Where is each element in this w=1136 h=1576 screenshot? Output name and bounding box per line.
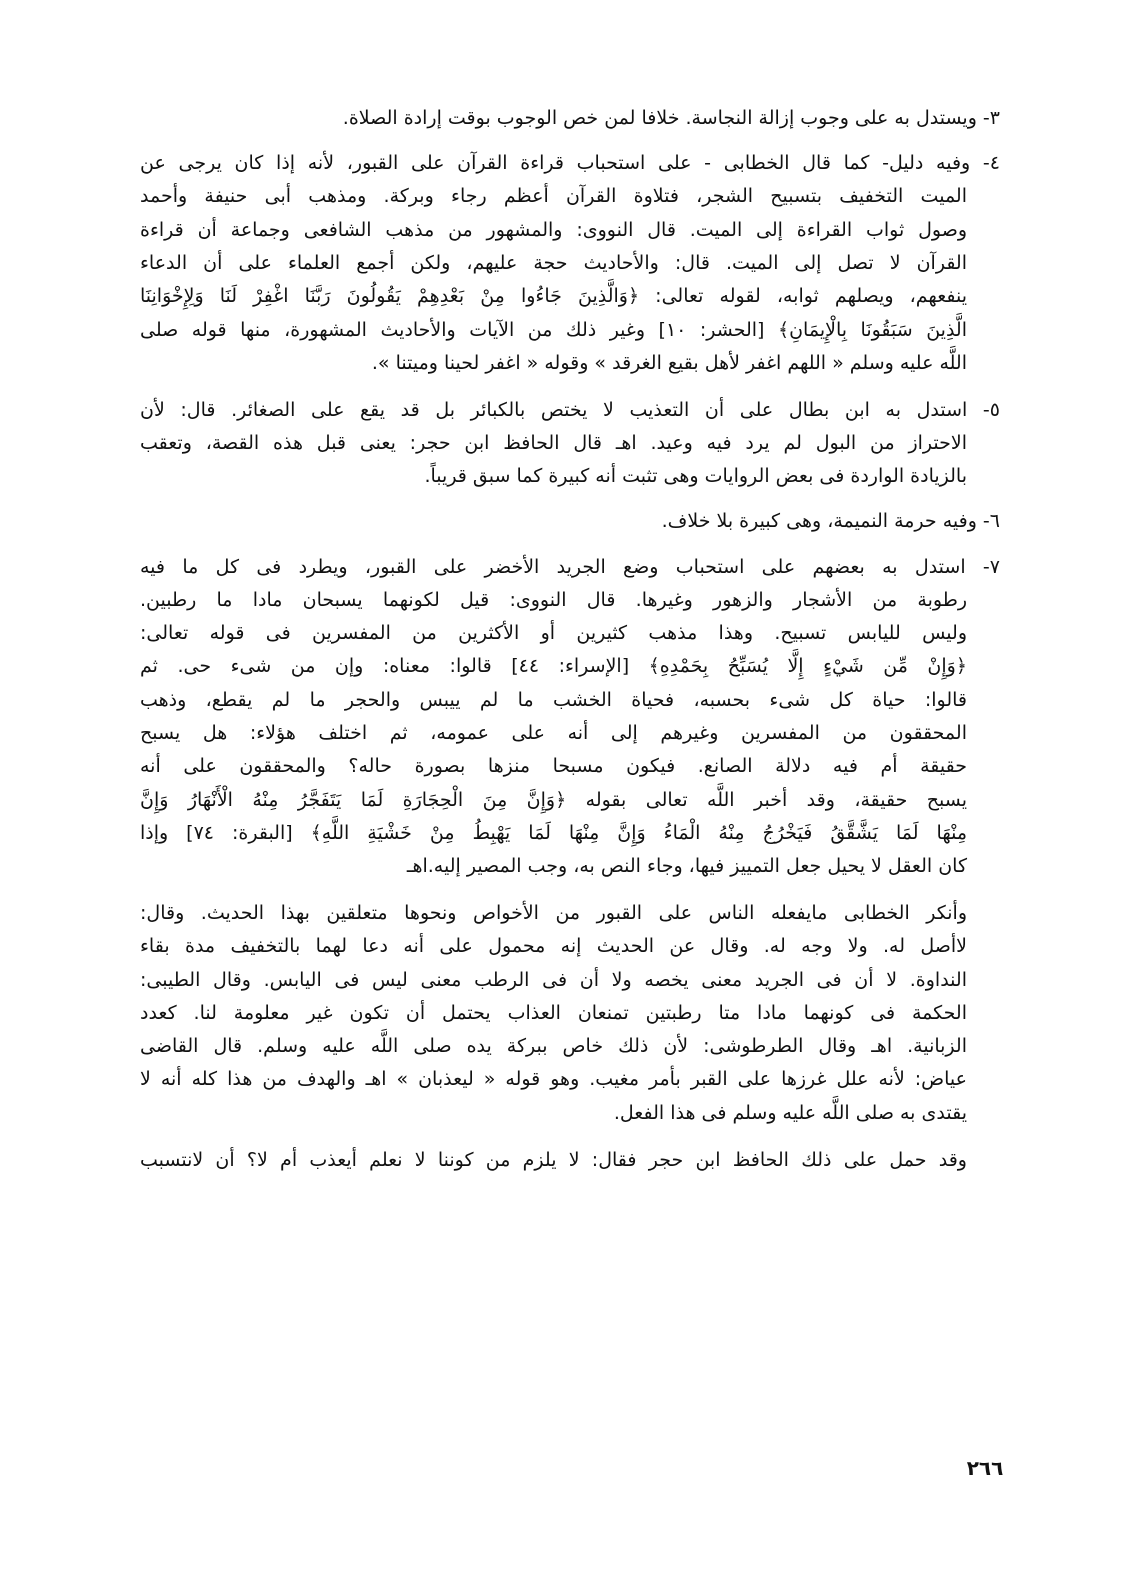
item-7-line-8: يسبح حقيقة، وقد أخبر اللَّه تعالى بقوله ﴿وَإِنَّ مِنَ الْحِجَارَةِ لَمَا يَتَفَجَّرُ مِنْهُ الْأَنْهَارُ وَإِنَّ (140, 789, 967, 811)
item-7-line-9: مِنْهَا لَمَا يَشَّقَّقُ فَيَخْرُجُ مِنْهُ الْمَاءُ وَإِنَّ مِنْهَا لَمَا يَهْبِطُ مِنْ خَشْيَةِ اللَّهِ﴾ [البقرة: ٧٤] وإذا (140, 822, 967, 844)
item-7-line-1: ٧- استدل به بعضهم على استحباب وضع الجريد الأخضر على القبور، ويطرد فى كل ما فيه (140, 556, 1000, 578)
item-5-line-1: ٥- استدل به ابن بطال على أن التعذيب لا يختص بالكبائر بل قد يقع على الصغائر. قال: لأن (140, 399, 1000, 421)
item-7-line-4: ﴿وَإِنْ مِّن شَيْءٍ إِلَّا يُسَبِّحُ بِحَمْدِهِ﴾ [الإسراء: ٤٤] قالوا: معناه: وإن من شىء حى. ثم (140, 655, 967, 677)
paragraph-khattabi-line-5: الزبانية. اهـ وقال الطرطوشى: لأن ذلك خاص ببركة يده صلى اللَّه عليه وسلم. قال القاضى (140, 1035, 967, 1057)
item-5-line-2: الاحتراز من البول لم يرد فيه وعيد. اهـ قال الحافظ ابن حجر: يعنى قبل هذه القصة، وتعقب (140, 432, 967, 454)
item-7-line-2: رطوبة من الأشجار والزهور وغيرها. قال النووى: قيل لكونهما يسبحان مادا ما رطبين. (140, 589, 967, 611)
item-7-line-10: كان العقل لا يحيل جعل التمييز فيها، وجاء النص به، وجب المصير إليه.اهـ (406, 855, 967, 877)
paragraph-khattabi-line-7: يقتدى به صلى اللَّه عليه وسلم فى هذا الفعل. (613, 1102, 967, 1124)
paragraph-khattabi-line-2: لاأصل له. ولا وجه له. وقال عن الحديث إنه محمول على أنه دعا لهما بالتخفيف مدة بقاء (140, 935, 967, 957)
paragraph-khattabi-line-6: عياض: لأنه علل غرزها على القبر بأمر مغيب. وهو قوله « ليعذبان » اهـ والهدف من هذا كله أنه لا (140, 1068, 967, 1090)
item-5-line-3: بالزيادة الواردة فى بعض الروايات وهى تثبت أنه كبيرة كما سبق قريباً. (424, 465, 967, 487)
item-4-line-7: اللَّه عليه وسلم « اللهم اغفر لأهل بقيع الغرقد » وقوله « اغفر لحينا وميتنا ». (371, 352, 967, 374)
item-4-line-2: الميت التخفيف بتسبيح الشجر، فتلاوة القرآن أعظم رجاء وبركة. ومذهب أبى حنيفة وأحمد (140, 185, 967, 207)
item-4-line-4: القرآن لا تصل إلى الميت. قال: والأحاديث حجة عليهم، ولكن أجمع العلماء على أن الدعاء (140, 252, 967, 274)
item-7-line-3: وليس لليابس تسبيح. وهذا مذهب كثيرين أو الأكثرين من المفسرين فى قوله تعالى: (140, 622, 967, 644)
paragraph-khattabi-line-3: النداوة. لا أن فى الجريد معنى يخصه ولا أن فى الرطب معنى ليس فى اليابس. وقال الطيبى: (140, 969, 967, 991)
paragraph-khattabi-line-4: الحكمة فى كونهما مادا متا رطبتين تمنعان العذاب يحتمل أن تكون غير معلومة لنا. كعدد (140, 1002, 967, 1024)
paragraph-khattabi-line-1: وأنكر الخطابى مايفعله الناس على القبور من الأخواص ونحوها متعلقين بهذا الحديث. وقال: (140, 902, 967, 924)
item-4-line-1: ٤- وفيه دليل- كما قال الخطابى - على استحباب قراءة القرآن على القبور، لأنه إذا كان يرجى عن (140, 152, 1000, 174)
page-number: ٢٦٦ (966, 1456, 1004, 1480)
item-6-line-1: ٦- وفيه حرمة النميمة، وهى كبيرة بلا خلاف. (661, 510, 1000, 532)
item-4-line-3: وصول ثواب القراءة إلى الميت. قال النووى: والمشهور من مذهب الشافعى وجماعة أن قراءة (140, 219, 967, 241)
item-3-line-1: ٣- ويستدل به على وجوب إزالة النجاسة. خلافا لمن خص الوجوب بوقت إرادة الصلاة. (342, 107, 1000, 129)
item-7-line-5: قالوا: حياة كل شىء بحسبه، فحياة الخشب ما لم ييبس والحجر ما لم يقطع، وذهب (140, 689, 967, 711)
item-7-line-7: حقيقة أم فيه دلالة الصانع. فيكون مسبحا منزها بصورة حاله؟ والمحققون على أنه (140, 755, 967, 777)
paragraph-ibn-hajar-line-1: وقد حمل على ذلك الحافظ ابن حجر فقال: لا يلزم من كوننا لا نعلم أيعذب أم لا؟ أن لانتسبب (140, 1149, 967, 1171)
item-7-line-6: المحققون من المفسرين وغيرهم إلى أنه على عمومه، ثم اختلف هؤلاء: هل يسبح (140, 722, 967, 744)
item-4-line-6: الَّذِينَ سَبَقُونَا بِالْإِيمَانِ﴾ [الحشر: ١٠] وغير ذلك من الآيات والأحاديث المشهورة، منها قوله صلى (140, 319, 967, 341)
item-4-line-5: ينفعهم، ويصلهم ثوابه، لقوله تعالى: ﴿وَالَّذِينَ جَاءُوا مِنْ بَعْدِهِمْ يَقُولُونَ رَبَّنَا اغْفِرْ لَنَا وَلِإِخْوَانِنَا (140, 285, 967, 307)
